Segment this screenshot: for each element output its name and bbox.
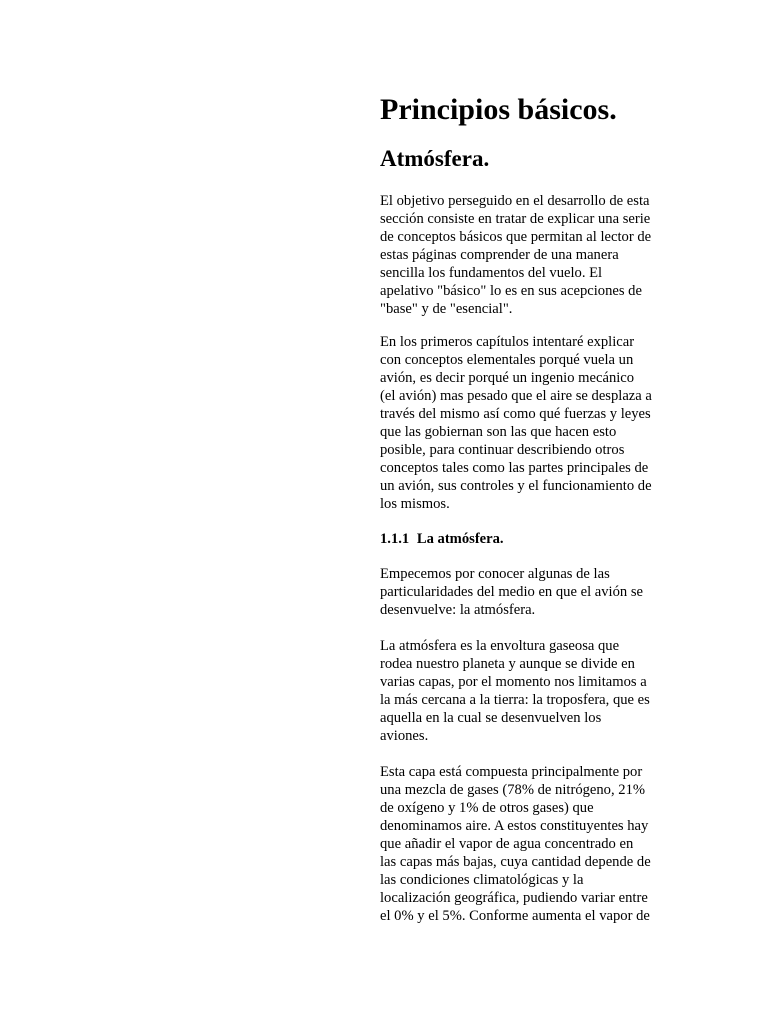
text-line: aviones. <box>380 728 429 744</box>
text-line: una mezcla de gases (78% de nitrógeno, 21% <box>380 782 646 798</box>
text-line: varias capas, por el momento nos limitamos a <box>380 674 647 690</box>
text-line: (el avión) mas pesado que el aire se desplaza a <box>380 388 652 404</box>
text-line: rodea nuestro planeta y aunque se divide en <box>380 656 635 672</box>
text-line: un avión, sus controles y el funcionamiento de <box>380 478 652 494</box>
paragraph-chapters <box>380 333 665 513</box>
text-line: de oxígeno y 1% de otros gases) que <box>380 800 594 816</box>
text-line: La atmósfera es la envoltura gaseosa que <box>380 638 620 654</box>
subsection-heading <box>380 530 504 548</box>
text-line: los mismos. <box>380 496 450 512</box>
text-line: sencilla los fundamentos del vuelo. El <box>380 265 603 281</box>
text-line: denominamos aire. A estos constituyentes hay <box>380 818 649 834</box>
text-line: las condiciones climatológicas y la <box>380 872 584 888</box>
text-line: Esta capa está compuesta principalmente por <box>380 764 643 780</box>
section-title: Atmósfera. <box>380 146 490 171</box>
text-line: el 0% y el 5%. Conforme aumenta el vapor de <box>380 908 650 924</box>
text-line: En los primeros capítulos intentaré explicar <box>380 334 635 350</box>
text-line: particularidades del medio en que el avión se <box>380 584 643 600</box>
text-line: "base" y de "esencial". <box>380 301 513 317</box>
text-line: con conceptos elementales porqué vuela un <box>380 352 634 368</box>
text-line: localización geográfica, pudiendo variar entre <box>380 890 648 906</box>
text-line: posible, para continuar describiendo otros <box>380 442 625 458</box>
text-line: sección consiste en tratar de explicar una serie <box>380 211 651 227</box>
text-line: estas páginas comprender de una manera <box>380 247 619 263</box>
text-line: desenvuelve: la atmósfera. <box>380 602 536 618</box>
text-line: avión, es decir porqué un ingenio mecánico <box>380 370 635 386</box>
text-line: la más cercana a la tierra: la troposfera, que es <box>380 692 650 708</box>
text-line: que las gobiernan son las que hacen esto <box>380 424 617 440</box>
subsection-title: La atmósfera. <box>416 531 504 547</box>
paragraph-medium <box>380 565 665 619</box>
paragraph-composition <box>380 763 665 925</box>
paragraph-intro <box>380 192 665 318</box>
text-line: de conceptos básicos que permitan al lector de <box>380 229 652 245</box>
text-line: que añadir el vapor de agua concentrado en <box>380 836 634 852</box>
page-title: Principios básicos. <box>380 93 617 126</box>
subsection-number: 1.1.1 <box>380 531 410 547</box>
text-line: apelativo "básico" lo es en sus acepciones de <box>380 283 642 299</box>
text-line: las capas más bajas, cuya cantidad depende de <box>380 854 651 870</box>
text-line: conceptos tales como las partes principales de <box>380 460 649 476</box>
text-line: través del mismo así como qué fuerzas y leyes <box>380 406 651 422</box>
text-line: Empecemos por conocer algunas de las <box>380 566 610 582</box>
paragraph-atmosphere <box>380 637 665 745</box>
text-line: El objetivo perseguido en el desarrollo de esta <box>380 193 650 209</box>
text-line: aquella en la cual se desenvuelven los <box>380 710 602 726</box>
